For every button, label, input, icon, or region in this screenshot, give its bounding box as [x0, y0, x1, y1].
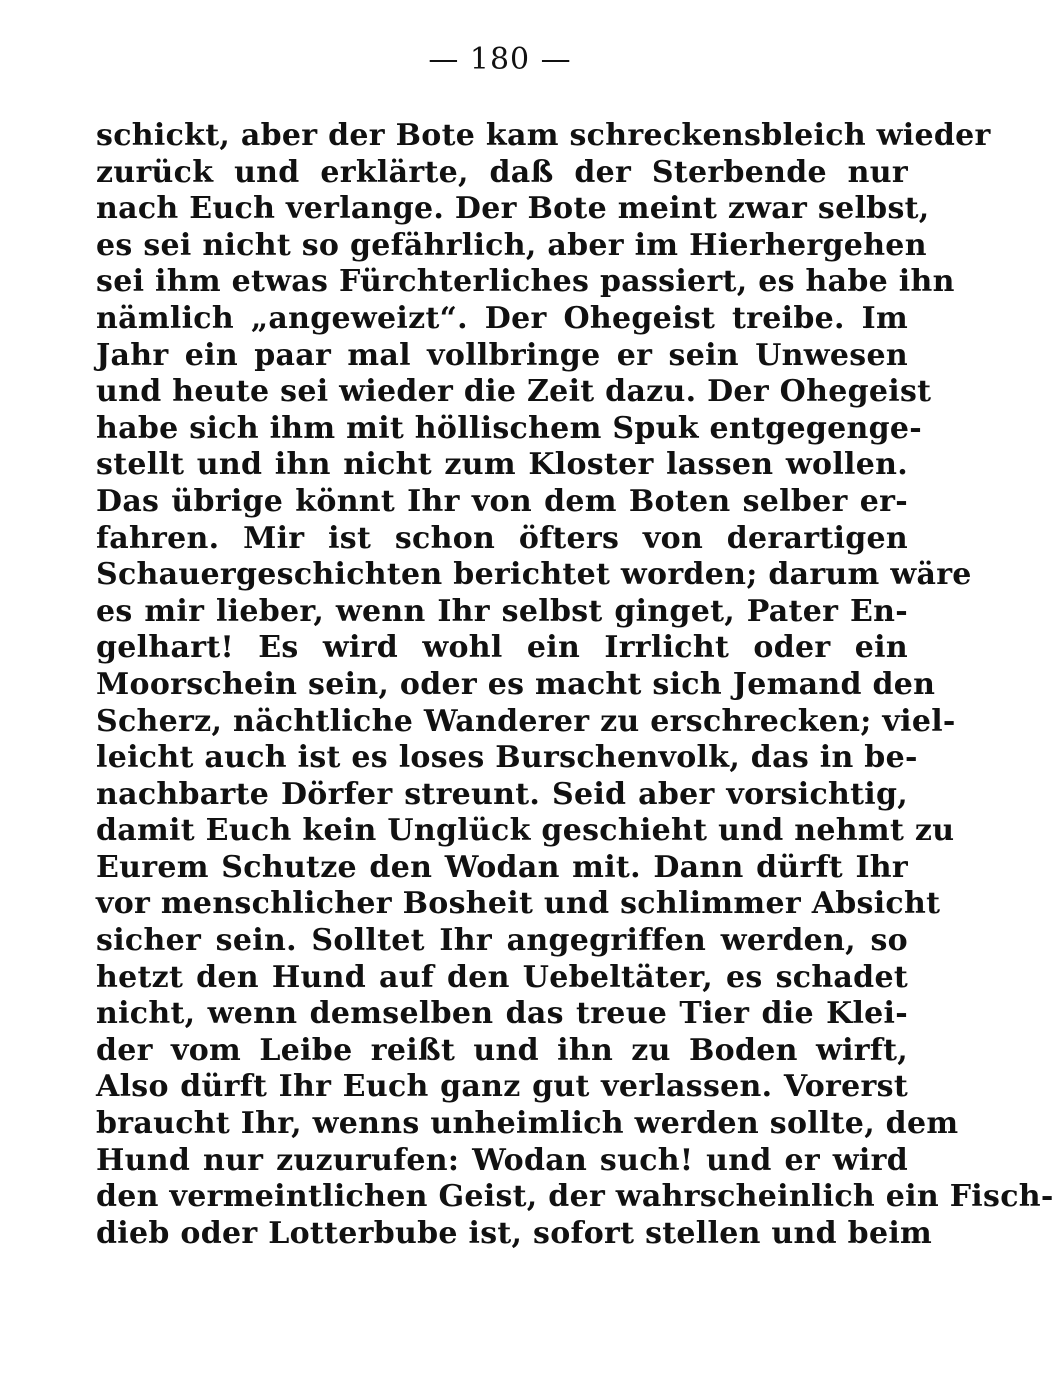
text-line: Also dürft Ihr Euch ganz gut verlassen. Vorerst [96, 1069, 908, 1105]
text-line: fahren. Mir ist schon öfters von derartigen [96, 520, 908, 556]
text-line: damit Euch kein Unglück geschieht und nehmt zu [96, 813, 955, 849]
text-line: habe sich ihm mit höllischem Spuk entgegenge- [96, 410, 923, 446]
text-line: stellt und ihn nicht zum Kloster lassen wollen. [96, 447, 908, 483]
text-line: Moorschein sein, oder es macht sich Jemand den [96, 666, 936, 702]
text-line: hetzt den Hund auf den Uebeltäter, es schadet [96, 959, 908, 995]
body-text [96, 118, 1054, 1252]
text-line: es mir lieber, wenn Ihr selbst ginget, Pater En- [96, 593, 908, 629]
text-line: Scherz, nächtliche Wanderer zu erschrecken; viel- [96, 703, 956, 739]
text-line: Jahr ein paar mal vollbringe er sein Unwesen [96, 337, 908, 373]
text-line: nämlich „angeweizt“. Der Ohegeist treibe. Im [96, 300, 908, 336]
text-line: nachbarte Dörfer streunt. Seid aber vorsichtig, [96, 776, 908, 812]
text-line: Das übrige könnt Ihr von dem Boten selber er- [96, 483, 908, 519]
text-line: sei ihm etwas Fürchterliches passiert, es habe ihn [96, 264, 955, 300]
text-line: und heute sei wieder die Zeit dazu. Der Ohegeist [96, 374, 932, 410]
text-line: den vermeintlichen Geist, der wahrscheinlich ein Fisch- [96, 1179, 1054, 1215]
text-line: Eurem Schutze den Wodan mit. Dann dürft Ihr [96, 849, 908, 885]
text-line: Schauergeschichten berichtet worden; darum wäre [96, 557, 972, 593]
text-line: nicht, wenn demselben das treue Tier die Klei- [96, 996, 908, 1032]
text-line: leicht auch ist es loses Burschenvolk, das in be- [96, 740, 918, 776]
text-line: der vom Leibe reißt und ihn zu Boden wirft, [96, 1032, 908, 1068]
text-line: Hund nur zuzurufen: Wodan such! und er wird [96, 1142, 908, 1178]
text-line: gelhart! Es wird wohl ein Irrlicht oder ein [96, 630, 908, 666]
page-number: — 180 — [428, 42, 572, 77]
text-line: sicher sein. Solltet Ihr angegriffen werden, so [96, 923, 908, 959]
text-line: schickt, aber der Bote kam schreckensbleich wieder [96, 118, 991, 153]
text-line: braucht Ihr, wenns unheimlich werden sollte, dem [96, 1106, 959, 1142]
text-line: es sei nicht so gefährlich, aber im Hierhergehen [96, 227, 927, 263]
text-line: zurück und erklärte, daß der Sterbende nur [96, 154, 908, 190]
text-line: dieb oder Lotterbube ist, sofort stellen und beim [96, 1215, 933, 1251]
text-line: vor menschlicher Bosheit und schlimmer Absicht [96, 886, 941, 922]
text-line: nach Euch verlange. Der Bote meint zwar selbst, [96, 191, 930, 227]
